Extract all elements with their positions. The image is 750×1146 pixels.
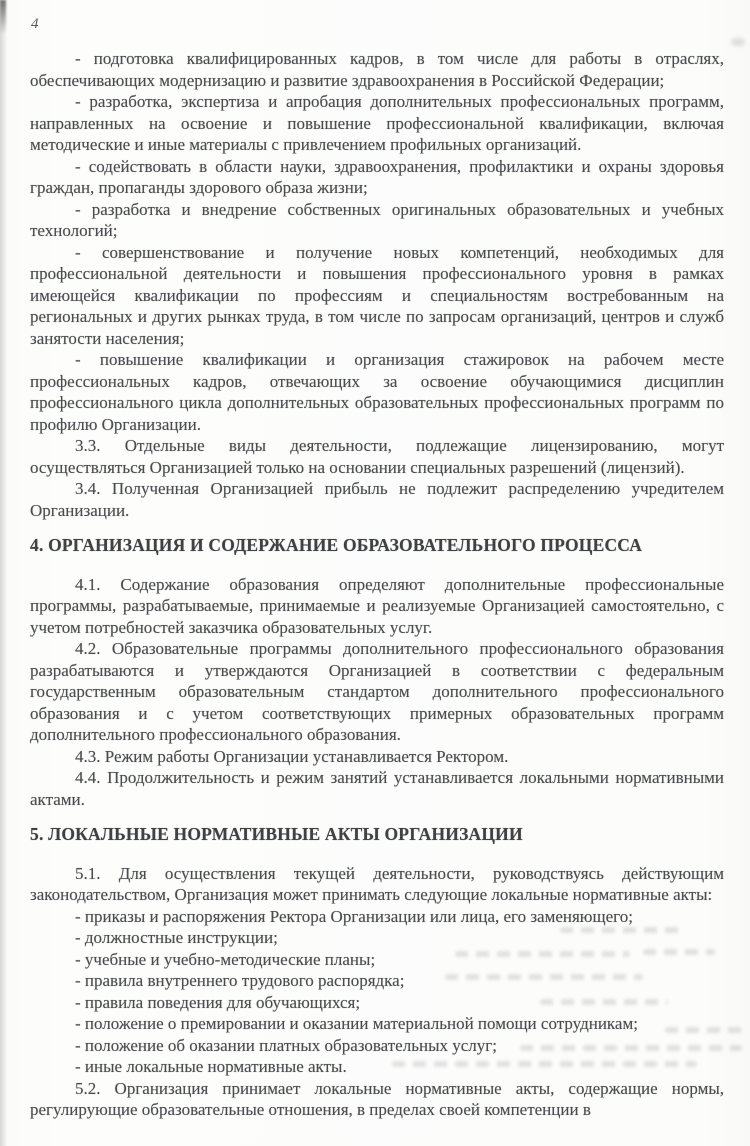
page-number: 4 (31, 16, 39, 32)
paragraph-clause-4-3: 4.3. Режим работы Организации устанавливается Ректором. (75, 746, 509, 766)
scan-smudge-artifact (731, 38, 745, 46)
scan-corner-artifact (0, 0, 6, 34)
paragraph: - подготовка квалифицированных кадров, в том числе для работы в отраслях, обеспечивающих модернизацию и развитие здравоохранения в Российской Федерации; (30, 49, 724, 90)
paragraph: - содействовать в области науки, здравоохранения, профилактики и охраны здоровья граждан, пропаганды здорового образа жизни; (30, 156, 724, 197)
paragraph-clause-4-1: 4.1. Содержание образования определяют дополнительные профессиональные программы, разрабатываемые, принимаемые и реализуемые Организацией самостоятельно, с учетом потребностей заказчика образовательных услуг. (30, 574, 724, 637)
paragraph-clause-4-2: 4.2. Образовательные программы дополнительного профессионального образования разрабатываются и утверждаются Организацией в соответствии с федеральным государственным образовательным стандартом дополнительного профессионального образования и с учетом соответствующих примерных образовательных программ дополнительного профессионального образования. (30, 639, 724, 744)
paragraph: - разработка, экспертиза и апробация дополнительных профессиональных программ, направленных на освоение и повышение профессиональной квалификации, включая методические и иные материалы с привлечением профильных организаций. (30, 92, 724, 154)
list-item: - правила поведения для обучающихся; (75, 992, 361, 1012)
paragraph-clause-3-3: 3.3. Отдельные виды деятельности, подлежащие лицензированию, могут осуществляться Организацией только на основании специальных разрешений (лицензий). (30, 436, 724, 477)
list-item: - приказы и распоряжения Ректора Организации или лица, его заменяющего; (75, 906, 633, 926)
paragraph: - разработка и внедрение собственных оригинальных образовательных и учебных технологий; (30, 199, 724, 240)
paragraph: - повышение квалификации и организация стажировок на рабочем месте профессиональных кадров, отвечающих за освоение обучающимися дисциплин профессионального цикла дополнительных образовательных профессиональных программ по профилю Организации. (30, 350, 724, 434)
paragraph-clause-4-4: 4.4. Продолжительность и режим занятий устанавливается локальными нормативными актами. (30, 768, 724, 809)
paragraph-clause-3-4: 3.4. Полученная Организацией прибыль не подлежит распределению учредителем Организации. (30, 479, 724, 520)
paragraph-clause-5-1: 5.1. Для осуществления текущей деятельности, руководствуясь действующим законодательством, Организация может принимать следующие локальные нормативные акты: (30, 863, 724, 904)
list-item: - положение о премировании и оказании материальной помощи сотрудникам; (75, 1014, 638, 1033)
paragraph: - совершенствование и получение новых компетенций, необходимых для профессиональной деятельности и повышения профессионального уровня в рамках имеющейся квалификации по профессиям и специальностям востребованным на региональных и других рынках труда, в том числе по запросам организаций, центров и служб занятости населения; (30, 242, 724, 348)
section-heading-4: 4. ОРГАНИЗАЦИЯ И СОДЕРЖАНИЕ ОБРАЗОВАТЕЛЬНОГО ПРОЦЕССА (30, 535, 643, 555)
list-item: - иные локальные нормативные акты. (75, 1057, 347, 1076)
list-item: - правила внутреннего трудового распорядка; (75, 971, 405, 990)
list-item: - учебные и учебно-методические планы; (75, 949, 376, 969)
list-item: - положение об оказании платных образовательных услуг; (75, 1035, 497, 1055)
scan-edge-artifact (0, 0, 7, 1146)
paragraph-clause-5-2: 5.2. Организация принимает локальные нормативные акты, содержащие нормы, регулирующие образовательные отношения, в пределах своей компетенции в (30, 1078, 724, 1119)
section-heading-5: 5. ЛОКАЛЬНЫЕ НОРМАТИВНЫЕ АКТЫ ОРГАНИЗАЦИИ (30, 824, 523, 844)
document-body (30, 48, 724, 1121)
list-item: - должностные инструкции; (75, 928, 278, 947)
